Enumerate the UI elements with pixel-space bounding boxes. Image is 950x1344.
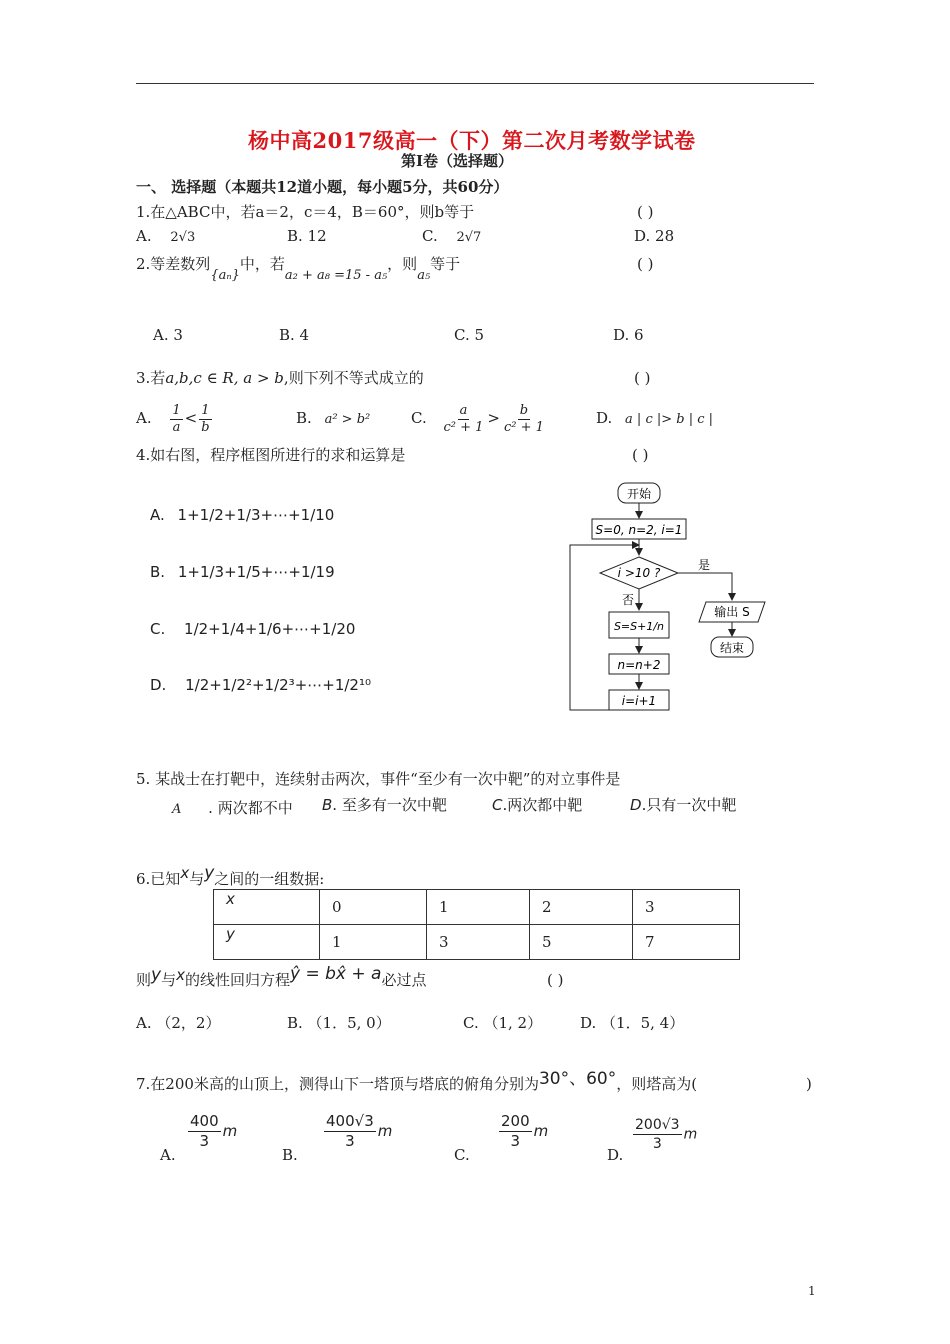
q7-b-num: 400√3 <box>326 1112 374 1130</box>
q7-c-num: 200 <box>501 1112 530 1130</box>
q2-stem-then: ，则 <box>387 255 418 273</box>
flow-end-text: 结束 <box>719 641 745 655</box>
q3-d-label: D. <box>596 409 613 427</box>
q4-c-label: C. <box>150 620 166 638</box>
q2-option-b: B. 4 <box>279 326 310 344</box>
q4-a-label: A. <box>150 506 165 524</box>
flow-yes-label: 是 <box>698 558 711 572</box>
q5-d-letter: D <box>630 796 642 814</box>
q4-paren: ( ) <box>632 446 649 464</box>
q7-stem-pre: 7.在200米高的山顶上，测得山下一塔顶与塔底的俯角分别为 <box>136 1075 539 1093</box>
q7-c-unit: m <box>533 1122 549 1140</box>
q5-option-a <box>172 798 293 820</box>
flow-update-n-text: n=n+2 <box>617 658 661 672</box>
flow-start-text: 开始 <box>626 487 652 501</box>
table-cell: 3 <box>427 925 530 960</box>
q3-stem-end: ,则下列不等式成立的 <box>283 369 424 387</box>
q7-a-frac <box>188 1112 221 1151</box>
q1-paren: ( ) <box>637 203 654 221</box>
q5-c-text: .两次都中靶 <box>502 796 583 814</box>
q3-c-den1: c² + 1 <box>443 419 484 435</box>
q1-option-d: D. 28 <box>634 227 675 245</box>
table-cell: x <box>214 890 320 925</box>
q6-option-d: D. （1．5, 4） <box>580 1014 685 1032</box>
q6-stem-pre: 6.已知 <box>136 870 181 888</box>
table-cell: 0 <box>320 890 427 925</box>
q1-stem: 1.在△ABC中，若a＝2，c＝4，B＝60°，则b等于 <box>136 203 475 221</box>
q3-a-num2: 1 <box>201 402 210 418</box>
q4-option-c <box>150 619 355 639</box>
q5-a-text: . 两次都不中 <box>208 799 293 817</box>
q6-with: 与 <box>189 870 205 888</box>
q7-c-frac <box>499 1112 532 1151</box>
q3-a-den2: b <box>201 419 210 435</box>
q5-b-letter: B <box>322 796 333 814</box>
q7-a-unit: m <box>222 1122 238 1140</box>
q5-a-letter: A <box>172 802 182 817</box>
q7-stem-end: ，则塔高为( <box>616 1075 698 1093</box>
table-cell: y <box>214 925 320 960</box>
q7-option-c <box>497 1112 548 1151</box>
q3-a-frac2 <box>199 403 211 436</box>
q1-option-c <box>422 226 481 248</box>
q6-line2-y: y <box>151 965 162 985</box>
q4-option-b <box>150 562 335 582</box>
q3-cond: a,b,c ∈ R, a > b <box>165 369 284 387</box>
q3-c-frac1 <box>442 403 486 436</box>
q7-option-d-label: D. <box>607 1146 624 1164</box>
q2-stem-pre: 2.等差数列 <box>136 255 211 273</box>
q6-option-c: C. （1, 2） <box>463 1014 543 1032</box>
q7-option-d <box>631 1116 697 1153</box>
q6-line2-pre: 则 <box>136 971 152 989</box>
q7-a-den: 3 <box>199 1132 210 1150</box>
q6-option-b: B. （1．5, 0） <box>287 1014 391 1032</box>
q7-option-b <box>322 1112 392 1151</box>
q3-d-value: a | c |> b | c | <box>625 412 714 427</box>
q4-b-label: B. <box>150 563 166 581</box>
q3-c-den2: c² + 1 <box>504 419 544 435</box>
q2-seq: {aₙ} <box>210 268 240 283</box>
q6-x: x <box>180 864 190 882</box>
q6-stem <box>136 863 325 889</box>
flowchart <box>560 476 790 726</box>
q6-stem-end: 之间的一组数据: <box>214 870 325 888</box>
q1-c-value: 2√7 <box>456 230 482 245</box>
q2-stem <box>136 254 461 283</box>
section-subtitle: 第Ⅰ卷（选择题） <box>401 152 514 170</box>
q1-option-a <box>136 226 195 248</box>
table-cell: 2 <box>530 890 633 925</box>
q6-y: y <box>204 863 215 883</box>
q7-b-frac <box>324 1112 376 1151</box>
table-cell: 7 <box>633 925 740 960</box>
q7-d-den: 3 <box>652 1136 662 1152</box>
q5-option-d <box>630 795 736 815</box>
header-rule <box>136 83 814 84</box>
q7-d-unit: m <box>683 1126 698 1143</box>
q7-paren-close: ) <box>806 1075 812 1093</box>
table-cell: 5 <box>530 925 633 960</box>
q3-a-num1: 1 <box>172 402 181 418</box>
data-table <box>213 889 740 960</box>
q7-option-c-label: C. <box>454 1146 470 1164</box>
q3-a-den1: a <box>172 419 181 435</box>
q5-d-text: .只有一次中靶 <box>641 796 737 814</box>
q4-b-expr: 1+1/3+1/5+⋯+1/19 <box>177 563 335 581</box>
q7-angles: 30°、60° <box>538 1069 617 1089</box>
flow-no-label: 否 <box>622 593 635 607</box>
q7-b-unit: m <box>377 1122 393 1140</box>
q2-stem-end: 等于 <box>430 255 461 273</box>
q4-option-d <box>150 675 371 695</box>
q3-stem <box>136 368 424 388</box>
q6-option-a: A. （2，2） <box>136 1014 221 1032</box>
q6-line2-mid: 的线性回归方程 <box>184 971 290 989</box>
q7-stem <box>136 1069 698 1094</box>
q4-d-expr: 1/2+1/2²+1/2³+⋯+1/2¹⁰ <box>185 676 371 694</box>
table-row <box>214 925 740 960</box>
q7-option-a-label: A. <box>160 1146 176 1164</box>
q7-d-num: 200√3 <box>635 1117 680 1133</box>
q7-b-den: 3 <box>345 1132 355 1150</box>
q7-d-frac <box>633 1116 682 1153</box>
table-cell: 3 <box>633 890 740 925</box>
q4-a-expr: 1+1/2+1/3+⋯+1/10 <box>177 506 335 524</box>
q3-c-num1: a <box>459 402 468 418</box>
q4-option-a <box>150 505 334 525</box>
q3-option-b <box>296 408 370 430</box>
q6-line2-x: x <box>176 966 185 984</box>
flow-decision-text: i >10 ? <box>617 566 661 580</box>
table-row <box>214 890 740 925</box>
q3-c-frac2 <box>502 403 546 436</box>
q3-c-label: C. <box>411 409 427 427</box>
q2-option-c: C. 5 <box>454 326 485 344</box>
q2-option-a: A. 3 <box>153 326 183 344</box>
q5-option-b <box>322 795 447 815</box>
q3-option-c <box>411 398 548 438</box>
q3-c-op: > <box>487 409 500 427</box>
q3-stem-pre: 3.若 <box>136 369 166 387</box>
table-cell: 1 <box>427 890 530 925</box>
q3-c-num2: b <box>519 402 529 418</box>
q3-a-label: A. <box>136 409 152 427</box>
q5-option-c <box>492 795 582 815</box>
flow-init-text: S=0, n=2, i=1 <box>595 523 683 537</box>
q3-b-value: a² > b² <box>324 412 371 427</box>
q2-cond: a₂ + a₈ =15 - a₅ <box>284 268 388 283</box>
q1-c-label: C. <box>422 227 438 245</box>
page-title: 杨中高2017级高一（下）第二次月考数学试卷 <box>248 128 696 153</box>
q7-a-num: 400 <box>190 1112 219 1130</box>
page-number: 1 <box>808 1284 816 1298</box>
q3-a-op: < <box>184 409 198 427</box>
q1-option-b: B. 12 <box>287 227 327 245</box>
q1-a-label: A. <box>136 227 152 245</box>
q7-c-den: 3 <box>510 1132 521 1150</box>
q2-stem-mid: 中，若 <box>239 255 285 273</box>
flow-update-i-text: i=i+1 <box>621 694 657 708</box>
q1-a-value: 2√3 <box>170 230 196 245</box>
q4-c-expr: 1/2+1/4+1/6+⋯+1/20 <box>184 620 356 638</box>
q3-paren: ( ) <box>634 369 651 387</box>
q6-equation: ŷ = bx̂ + a <box>290 964 382 984</box>
q4-d-label: D. <box>150 676 167 694</box>
flow-update-s-text: S=S+1/n <box>613 620 665 633</box>
q6-line2-with: 与 <box>161 971 177 989</box>
q6-line2 <box>136 964 427 990</box>
q5-b-text: . 至多有一次中靶 <box>332 796 447 814</box>
q7-option-a <box>186 1112 237 1151</box>
flow-output-text: 输出 S <box>714 605 750 619</box>
q3-option-d <box>596 408 713 430</box>
q7-option-b-label: B. <box>282 1146 298 1164</box>
q2-target: a₅ <box>417 268 431 283</box>
q6-paren: ( ) <box>547 971 564 989</box>
table-cell: 1 <box>320 925 427 960</box>
q5-stem: 5. 某战士在打靶中，连续射击两次，事件“至少有一次中靶”的对立事件是 <box>136 770 621 788</box>
q4-stem: 4.如右图，程序框图所进行的求和运算是 <box>136 446 406 464</box>
q3-a-frac1 <box>170 403 182 436</box>
q2-paren: ( ) <box>637 255 654 273</box>
section-heading: 一、 选择题（本题共12道小题，每小题5分，共60分） <box>136 178 509 196</box>
q5-c-letter: C <box>492 796 503 814</box>
q2-option-d: D. 6 <box>613 326 644 344</box>
q6-line2-end: 必过点 <box>381 971 427 989</box>
q3-b-label: B. <box>296 409 312 427</box>
q3-option-a <box>136 398 214 438</box>
